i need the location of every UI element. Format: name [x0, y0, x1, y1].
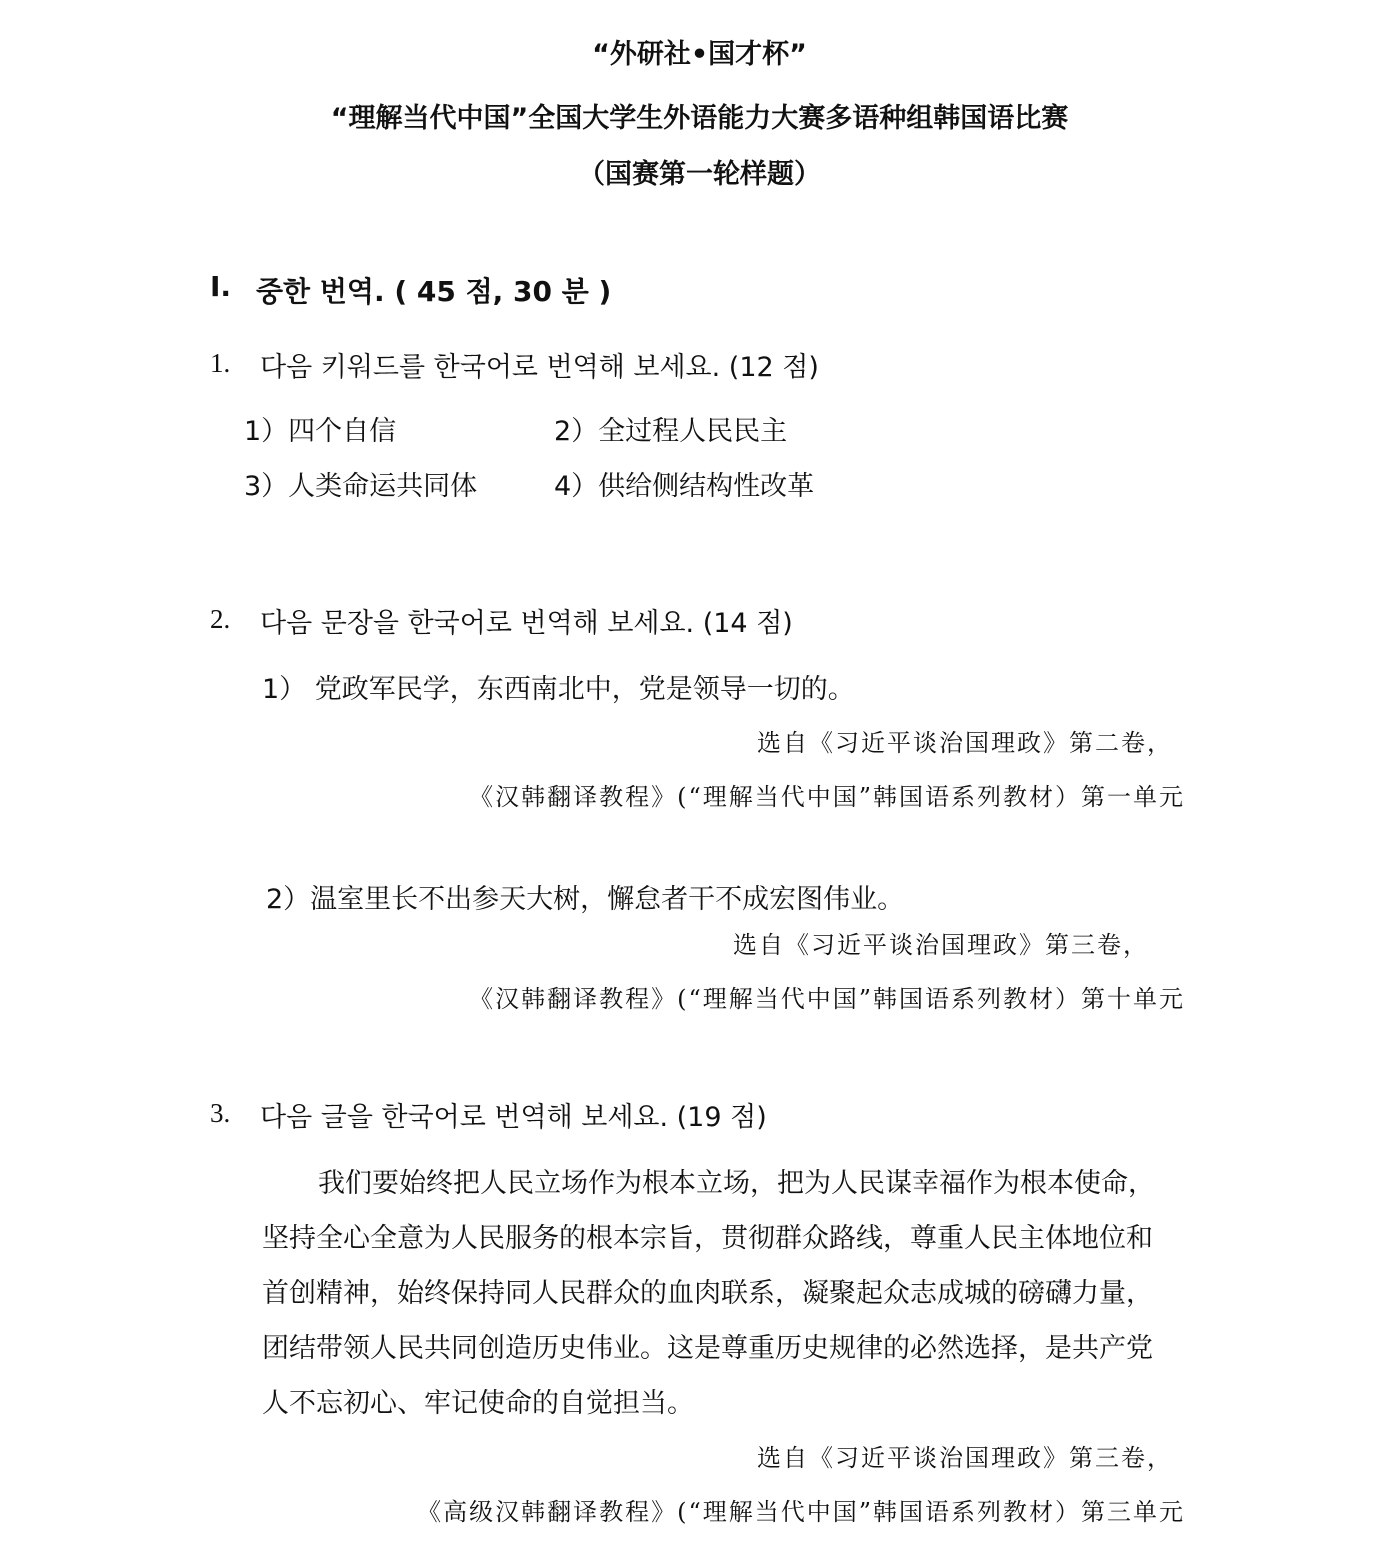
q1-item-3: 3）人类命运共同体 — [244, 471, 478, 502]
q1-number: 1. — [210, 348, 231, 378]
q3-paragraph-line2: 坚持全心全意为人民服务的根本宗旨，贯彻群众路线，尊重人民主体地位和 — [262, 1223, 1153, 1254]
exam-title-line3: （国赛第一轮样题） — [578, 159, 821, 190]
section-numeral: I. — [210, 270, 232, 303]
q3-paragraph-line1: 我们要始终把人民立场作为根本立场，把为人民谋幸福作为根本使命， — [318, 1168, 1155, 1199]
q3-paragraph-line4: 团结带领人民共同创造历史伟业。这是尊重历史规律的必然选择，是共产党 — [262, 1333, 1153, 1364]
exam-title-line2: “理解当代中国”全国大学生外语能力大赛多语种组韩国语比赛 — [330, 103, 1069, 134]
q3-prompt: 다음 글을 한국어로 번역해 보세요. (19 점) — [260, 1102, 767, 1133]
q3-source-line2: 《高级汉韩翻译教程》(“理解当代中国”韩国语系列教材）第三单元 — [417, 1498, 1185, 1526]
section-title: 중한 번역. ( 45 점, 30 분 ) — [256, 275, 612, 308]
q2-item-1-source-line1: 选自《习近平谈治国理政》第二卷， — [757, 729, 1173, 757]
q2-number: 2. — [210, 604, 231, 634]
q2-prompt: 다음 문장을 한국어로 번역해 보세요. (14 점) — [260, 608, 793, 639]
q2-item-2-source-line2: 《汉韩翻译教程》(“理解当代中国”韩国语系列教材）第十单元 — [469, 985, 1185, 1013]
q1-prompt: 다음 키워드를 한국어로 번역해 보세요. (12 점) — [260, 352, 819, 383]
q3-paragraph-line3: 首创精神，始终保持同人民群众的血肉联系，凝聚起众志成城的磅礴力量， — [262, 1278, 1153, 1309]
q1-item-4: 4）供给侧结构性改革 — [554, 471, 815, 502]
q2-item-1-text: 1） 党政军民学，东西南北中，党是领导一切的。 — [262, 674, 855, 705]
q3-number: 3. — [210, 1098, 231, 1128]
exam-title-line1: “外研社•国才杯” — [592, 39, 807, 70]
q3-source-line1: 选自《习近平谈治国理政》第三卷， — [757, 1444, 1173, 1472]
q3-paragraph-line5: 人不忘初心、牢记使命的自觉担当。 — [262, 1388, 694, 1419]
q2-item-2-text: 2）温室里长不出参天大树，懈怠者干不成宏图伟业。 — [266, 884, 905, 915]
q1-item-1: 1）四个自信 — [244, 416, 397, 447]
q1-item-2: 2）全过程人民民主 — [554, 416, 788, 447]
q2-item-1-source-line2: 《汉韩翻译教程》(“理解当代中国”韩国语系列教材）第一单元 — [469, 783, 1185, 811]
q2-item-2-source-line1: 选自《习近平谈治国理政》第三卷， — [733, 931, 1149, 959]
